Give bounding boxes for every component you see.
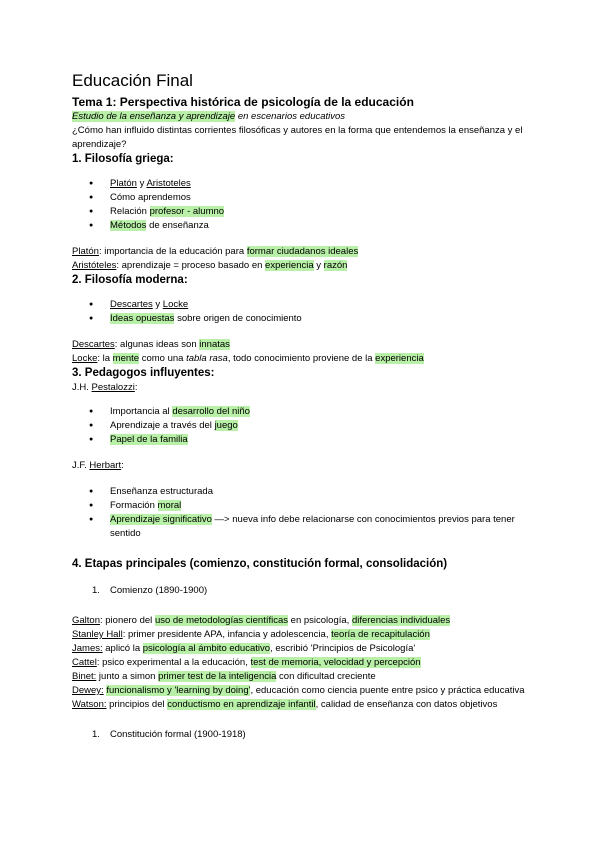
list-item: ● Descartes y Locke xyxy=(72,298,532,312)
stage-list-2 xyxy=(72,728,532,742)
section-3-heading: 3. Pedagogos influyentes: xyxy=(72,367,215,379)
guiding-question: ¿Cómo han influido distintas corrientes filosóficas y autores en la forma que entendemos la enseñanza y el aprendizaje? xyxy=(72,125,523,150)
section-4-heading: 4. Etapas principales (comienzo, constitución formal, consolidación) xyxy=(72,558,448,570)
herbart-label: J.F. Herbart: xyxy=(72,460,124,471)
list-item: ● Platón y Aristoteles xyxy=(72,177,532,191)
platon-paragraph: Platón: importancia de la educación para formar ciudadanos ideales xyxy=(72,246,359,257)
locke-paragraph: Locke: la mente como una tabla rasa, todo conocimiento proviene de la experiencia xyxy=(72,353,424,364)
list-item: ● Ideas opuestas sobre origen de conocimiento xyxy=(72,312,532,326)
hall-paragraph: Stanley Hall: primer presidente APA, infancia y adolescencia, teoría de recapitulación xyxy=(72,629,430,640)
aristoteles-paragraph: Aristóteles: aprendizaje = proceso basado en experiencia y razón xyxy=(72,260,348,271)
list-item: ● Aprendizaje significativo —> nueva info debe relacionarse con conocimientos previos para tener sentido xyxy=(72,513,532,541)
subtitle: Estudio de la enseñanza y aprendizaje en escenarios educativos xyxy=(72,111,346,122)
list-item: 1. Constitución formal (1900-1918) xyxy=(92,729,246,740)
list-item: ● Aprendizaje a través del juego xyxy=(72,419,532,433)
section-2-list xyxy=(72,298,532,326)
james-paragraph: James: aplicó la psicología al ámbito educativo, escribió 'Principios de Psicología' xyxy=(72,643,416,654)
binet-paragraph: Binet: junto a simon primer test de la inteligencia con dificultad creciente xyxy=(72,671,376,682)
list-item: ● Cómo aprendemos xyxy=(72,191,532,205)
list-item: ● Papel de la familia xyxy=(72,433,532,447)
pestalozzi-list xyxy=(72,405,532,447)
herbart-list xyxy=(72,485,532,541)
section-1-list xyxy=(72,177,532,233)
list-item: ● Relación profesor - alumno xyxy=(72,205,532,219)
subtitle-highlight: Estudio de la enseñanza y aprendizaje xyxy=(72,111,236,122)
pestalozzi-label: J.H. Pestalozzi: xyxy=(72,382,138,393)
watson-paragraph: Watson: principios del conductismo en aprendizaje infantil, calidad de enseñanza con datos objetivos xyxy=(72,699,498,710)
galton-paragraph: Galton: pionero del uso de metodologías científicas en psicología, diferencias individuales xyxy=(72,615,451,626)
document-page xyxy=(72,70,532,742)
tema-heading: Tema 1: Perspectiva histórica de psicología de la educación xyxy=(72,95,414,109)
stage-list-1 xyxy=(72,584,532,598)
list-item: 1. Comienzo (1890-1900) xyxy=(92,585,208,596)
list-item: ● Métodos de enseñanza xyxy=(72,219,532,233)
list-item: ● Importancia al desarrollo del niño xyxy=(72,405,532,419)
dewey-paragraph: Dewey: funcionalismo y 'learning by doing', educación como ciencia puente entre psico y práctica educativa xyxy=(72,685,525,696)
document-title: Educación Final xyxy=(72,71,193,90)
list-item: ● Formación moral xyxy=(72,499,532,513)
descartes-paragraph: Descartes: algunas ideas son innatas xyxy=(72,339,230,350)
section-2-heading: 2. Filosofía moderna: xyxy=(72,274,188,286)
section-1-heading: 1. Filosofía griega: xyxy=(72,153,174,165)
list-item: ● Enseñanza estructurada xyxy=(72,485,532,499)
cattel-paragraph: Cattel: psico experimental a la educación, test de memoria, velocidad y percepción xyxy=(72,657,421,668)
